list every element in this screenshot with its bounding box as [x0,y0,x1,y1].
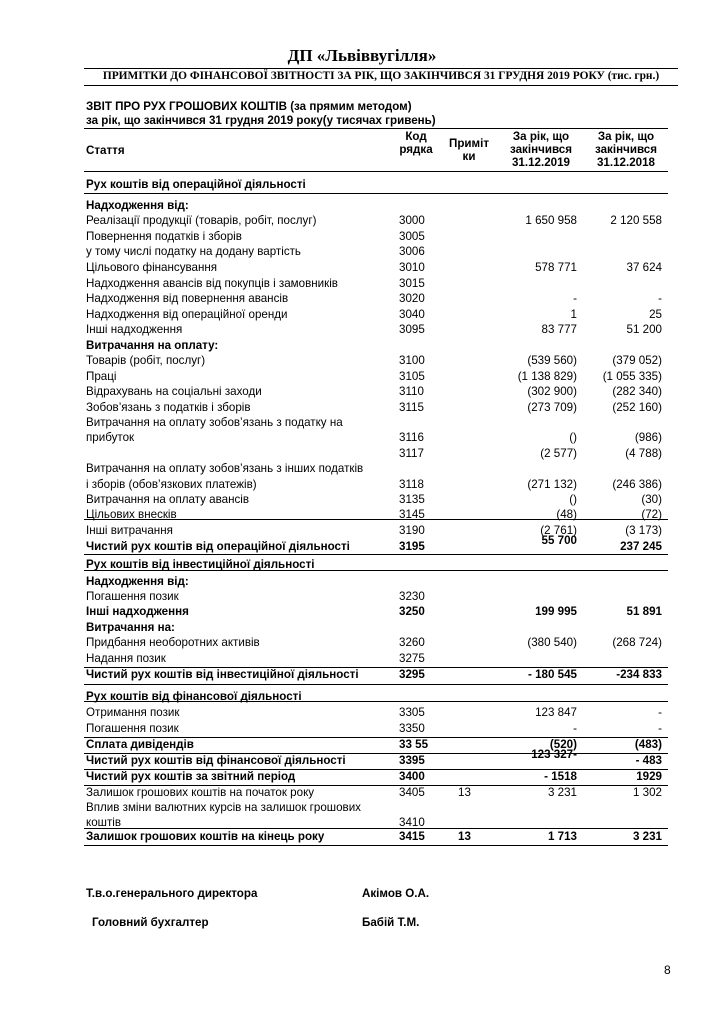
row-label: у тому числі податку на додану вартість [86,245,301,258]
table-rule [84,701,668,702]
row-label: Інші витрачання [86,524,173,537]
row-code: 3095 [399,323,425,336]
table-row [0,493,724,507]
column-header-code-line2: рядка [399,143,433,156]
table-rule [84,785,668,786]
row-value-2019: 1 713 [547,830,577,843]
table-row [0,447,724,461]
row-label: Зобов’язань з податків і зборів [86,401,251,414]
row-value-2018: 51 891 [626,605,662,618]
table-rule [84,667,668,668]
table-row [0,261,724,275]
row-label: Надходження від повернення авансів [86,292,289,305]
row-value-2019: (539 560) [527,354,577,367]
row-code: 3145 [399,508,425,521]
accountant-name: Бабій Т.М. [362,916,420,929]
row-label: Надходження від: [86,199,189,212]
table-row [0,308,724,322]
row-label: Товарів (робіт, послуг) [86,354,206,367]
table-row [0,385,724,399]
table-rule [84,570,668,571]
column-header-note-line1: Приміт [448,137,490,150]
column-header-note-line2: ки [462,150,476,163]
row-code: 3405 [399,786,425,799]
row-label: Рух коштів від фінансової діяльності [86,690,302,703]
row-label: Рух коштів від інвестиційної діяльності [86,558,315,571]
row-value-2018: -234 833 [616,668,662,681]
row-value-2019: 199 995 [535,605,577,618]
row-label: Цільового фінансування [86,261,218,274]
row-label: Чистий рух коштів від інвестиційної діяльності [86,668,359,681]
table-row [0,339,724,353]
row-code: 3010 [399,261,425,274]
row-label: Вплив зміни валютних курсів на залишок грошових [86,801,361,814]
accountant-title: Головний бухгалтер [92,916,209,929]
row-value-2018: (1 055 335) [602,370,662,383]
table-rule [84,737,668,738]
director-title: Т.в.о.генерального директора [86,887,258,900]
table-row [0,401,724,415]
header-rule-bottom [84,85,678,86]
row-value-2018: 25 [649,308,662,321]
row-label: Надходження від операційної оренди [86,308,288,321]
row-code: 3116 [399,431,424,444]
column-header-2019-line1: За рік, що [512,130,570,143]
row-label: Повернення податків і зборів [86,230,242,243]
row-label: Надходження від: [86,575,189,588]
row-value-2018: - 483 [635,754,662,767]
row-code: 3115 [399,401,424,414]
table-row [0,199,724,213]
row-label: Чистий рух коштів від операційної діяльності [86,540,350,553]
row-value-2019: 578 771 [535,261,577,274]
table-row [0,245,724,259]
row-code: 3040 [399,308,425,321]
row-label: Залишок грошових коштів на кінець року [86,830,325,843]
row-label: Отримання позик [86,706,180,719]
row-value-2018: (483) [634,738,662,751]
table-top-rule [84,128,668,129]
row-value-2019: (1 138 829) [517,370,577,383]
row-value-2019: (302 900) [527,385,577,398]
table-row [0,590,724,604]
row-label: Інші надходження [86,323,183,336]
report-period: за рік, що закінчився 31 грудня 2019 року(у тисячах гривень) [86,114,436,127]
table-row [0,323,724,337]
row-value-2018: (30) [641,493,662,506]
row-value-2018: (379 052) [612,354,662,367]
row-label: Надходження авансів від покупців і замовників [86,277,338,290]
row-value-2018: - [658,722,662,735]
row-value-2019: 123 327- [531,748,577,761]
table-row [0,214,724,228]
row-label: і зборів (обов’язкових платежів) [86,478,257,491]
row-code: 3395 [399,754,425,767]
row-label: Придбання необоротних активів [86,636,260,649]
row-code: 3110 [399,385,424,398]
row-value-2018: 2 120 558 [610,214,662,227]
row-code: 3305 [399,706,425,719]
director-name: Акімов О.А. [362,887,430,900]
row-code: 3190 [399,524,425,537]
row-value-2018: 51 200 [626,323,662,336]
row-code: 33 55 [399,738,429,751]
table-row [0,178,724,192]
row-value-2019: (48) [556,508,577,521]
row-label: Залишок грошових коштів на початок року [86,786,315,799]
row-code: 3020 [399,292,425,305]
row-code: 3260 [399,636,425,649]
row-value-2018: (282 340) [612,385,662,398]
column-header-2018-line2: закінчився [595,143,657,156]
row-code: 3275 [399,652,425,665]
table-row [0,524,724,538]
row-label: Витрачання на оплату: [86,339,219,352]
table-row [0,431,724,445]
row-code: 3005 [399,230,425,243]
table-row [0,292,724,306]
row-value-2019: (2 577) [540,447,577,460]
row-note: 13 [458,786,471,799]
row-value-2018: (72) [641,508,662,521]
column-header-code [392,130,440,156]
table-rule [84,519,668,520]
row-value-2019: () [569,493,577,506]
table-rule [84,845,668,846]
row-label: Надання позик [86,652,166,665]
row-value-2018: - [658,292,662,305]
column-header-2018-line3: 31.12.2018 [596,156,656,169]
table-row [0,786,724,800]
table-row [0,748,724,768]
row-value-2019: () [569,431,577,444]
row-label: коштів [86,816,121,829]
row-code: 3410 [399,816,425,829]
table-row [0,668,724,682]
row-code: 3015 [399,277,425,290]
column-header-2019-line3: 31.12.2019 [511,156,571,169]
table-row [0,370,724,384]
row-value-2018: (4 788) [625,447,662,460]
header-bottom-rule [84,171,668,172]
row-value-2018: 1 302 [632,786,662,799]
row-value-2018: (246 386) [612,478,662,491]
row-code: 3415 [399,830,425,843]
row-value-2018: (3 173) [625,524,662,537]
table-row [0,801,724,815]
row-value-2019: (520) [549,738,577,751]
row-code: 3006 [399,245,425,258]
row-label: Сплата дивідендів [86,738,194,751]
notes-subtitle: ПРИМІТКИ ДО ФІНАНСОВОЇ ЗВІТНОСТІ ЗА РІК, ЩО ЗАКІНЧИВСЯ 31 ГРУДНЯ 2019 РОКУ (тис. грн.) [102,70,660,82]
row-code: 3295 [399,668,425,681]
row-value-2019: - [573,292,577,305]
table-row [0,830,724,844]
row-value-2019: - 1518 [544,770,577,783]
table-row [0,738,724,752]
page-number: 8 [664,963,671,977]
row-value-2018: 1929 [636,770,662,783]
row-code: 3105 [399,370,425,383]
row-value-2019: 55 700 [541,534,577,547]
table-row [0,354,724,368]
row-label: прибуток [86,431,135,444]
table-row [0,706,724,720]
row-code: 3135 [399,493,425,506]
table-row [0,605,724,619]
table-row [0,575,724,589]
header-rule-top [84,68,678,69]
table-row [0,636,724,650]
row-value-2019: (273 709) [527,401,577,414]
table-rule [84,769,668,770]
row-value-2018: - [658,706,662,719]
row-value-2018: 237 245 [620,540,662,553]
row-value-2019: 123 847 [535,706,577,719]
row-value-2019: (2 761) [540,524,577,537]
table-rule [84,753,668,754]
row-label: Чистий рух коштів від фінансової діяльності [86,754,346,767]
column-header-note [444,137,494,163]
row-value-2019: 1 [570,308,577,321]
row-label: Праці [86,370,117,383]
row-value-2018: 3 231 [632,830,662,843]
row-value-2019: (380 540) [527,636,577,649]
table-row [0,277,724,291]
row-label: Витрачання на оплату зобов’язань з інших податків [86,462,364,475]
table-rule [84,828,668,829]
table-row [0,621,724,635]
row-label: Цільових внесків [86,508,177,521]
row-label: Реалізації продукції (товарів, робіт, послуг) [86,214,317,227]
row-label: Рух коштів від операційної діяльності [86,178,306,191]
row-code: 3100 [399,354,425,367]
row-code: 3000 [399,214,425,227]
row-code: 3400 [399,770,425,783]
table-row [0,770,724,784]
row-label: Відрахувань на соціальні заходи [86,385,262,398]
column-header-2018-line1: За рік, що [597,130,655,143]
row-code: 3230 [399,590,425,603]
row-label: Витрачання на оплату зобов’язань з податку на [86,416,343,429]
table-row [0,722,724,736]
row-value-2019: 1 650 958 [525,214,577,227]
row-code: 3195 [399,540,425,553]
row-note: 13 [458,830,471,843]
report-title: ЗВІТ ПРО РУХ ГРОШОВИХ КОШТІВ (за прямим методом) [86,100,412,113]
row-value-2019: - 180 545 [528,668,577,681]
column-header-2018 [584,130,668,169]
row-value-2019: 3 231 [547,786,577,799]
table-row [0,230,724,244]
row-value-2019: - [573,722,577,735]
row-label: Чистий рух коштів за звітний період [86,770,296,783]
row-value-2018: (268 724) [612,636,662,649]
row-value-2018: 37 624 [626,261,662,274]
row-value-2018: (252 160) [612,401,662,414]
column-header-2019-line2: закінчився [510,143,572,156]
row-code: 3350 [399,722,425,735]
column-header-2019 [500,130,582,169]
table-rule [84,554,668,555]
row-label: Витрачання на: [86,621,175,634]
table-row [0,652,724,666]
company-name: ДП «Львіввугілля» [287,46,437,65]
row-value-2019: 83 777 [541,323,577,336]
row-label: Інші надходження [86,605,189,618]
row-code: 3250 [399,605,425,618]
row-label: Погашення позик [86,590,179,603]
row-label: Погашення позик [86,722,179,735]
table-row [0,534,724,554]
table-row [0,416,724,430]
row-code: 3117 [399,447,424,460]
row-value-2019: (271 132) [527,478,577,491]
row-value-2018: (986) [634,431,662,444]
column-header-code-line1: Код [405,130,427,143]
table-row [0,478,724,492]
table-rule [84,193,668,194]
table-row [0,462,724,476]
row-label: Витрачання на оплату авансів [86,493,250,506]
column-header-article: Стаття [86,144,125,157]
row-code: 3118 [399,478,424,491]
table-rule [84,684,668,685]
